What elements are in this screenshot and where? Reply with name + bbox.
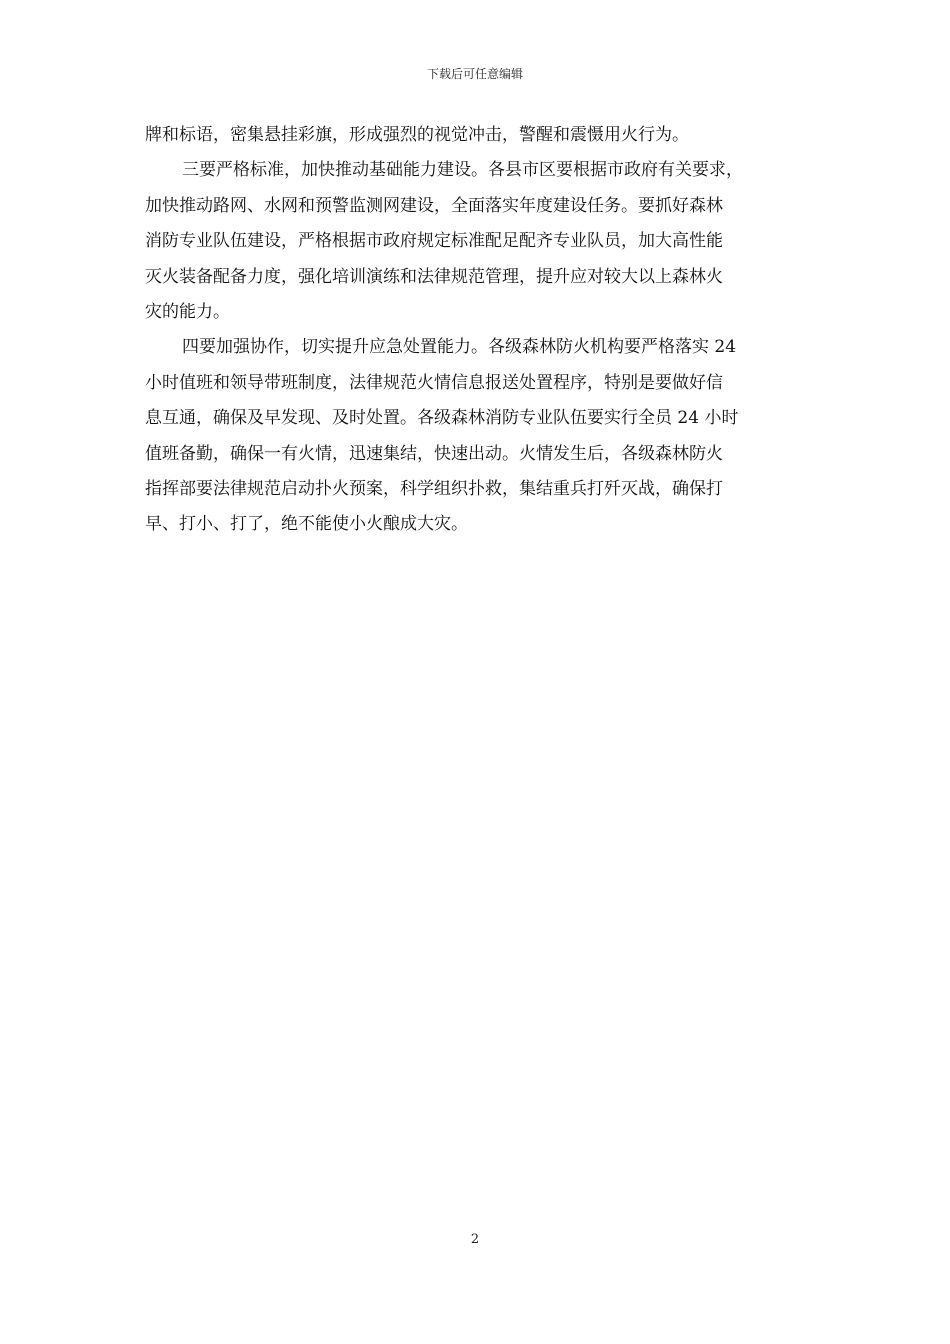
paragraph-line: 指挥部要法律规范启动扑火预案，科学组织扑救，集结重兵打歼灭战，确保打: [145, 478, 723, 499]
paragraph-line: 牌和标语，密集悬挂彩旗，形成强烈的视觉冲击，警醒和震慑用火行为。: [145, 125, 689, 145]
document-body: [145, 118, 810, 543]
paragraph-line: 灾的能力。: [145, 301, 230, 322]
paragraph-line: 息互通，确保及早发现、及时处置。各级森林消防专业队伍要实行全员 24 小时: [145, 408, 739, 429]
paragraph-line: 早、打小、打了，绝不能使小火酿成大灾。: [145, 514, 468, 535]
paragraph-line: 加快推动路网、水网和预警监测网建设，全面落实年度建设任务。要抓好森林: [145, 195, 723, 216]
page-number: 2: [470, 1232, 480, 1247]
paragraph-line: 值班备勤，确保一有火情，迅速集结，快速出动。火情发生后，各级森林防火: [145, 443, 723, 464]
paragraph-line: 消防专业队伍建设，严格根据市政府规定标准配足配齐专业队员，加大高性能: [145, 231, 723, 252]
paragraph-line: 小时值班和领导带班制度，法律规范火情信息报送处置程序，特别是要做好信: [145, 372, 723, 393]
paragraph-line: 灭火装备配备力度，强化培训演练和法律规范管理，提升应对较大以上森林火: [145, 266, 723, 287]
paragraph-line: 三要严格标准，加快推动基础能力建设。各县市区要根据市政府有关要求，: [182, 160, 743, 181]
paragraph-line: 四要加强协作，切实提升应急处置能力。各级森林防火机构要严格落实 24: [182, 337, 737, 358]
page-header: 下载后可任意编辑: [426, 67, 523, 81]
